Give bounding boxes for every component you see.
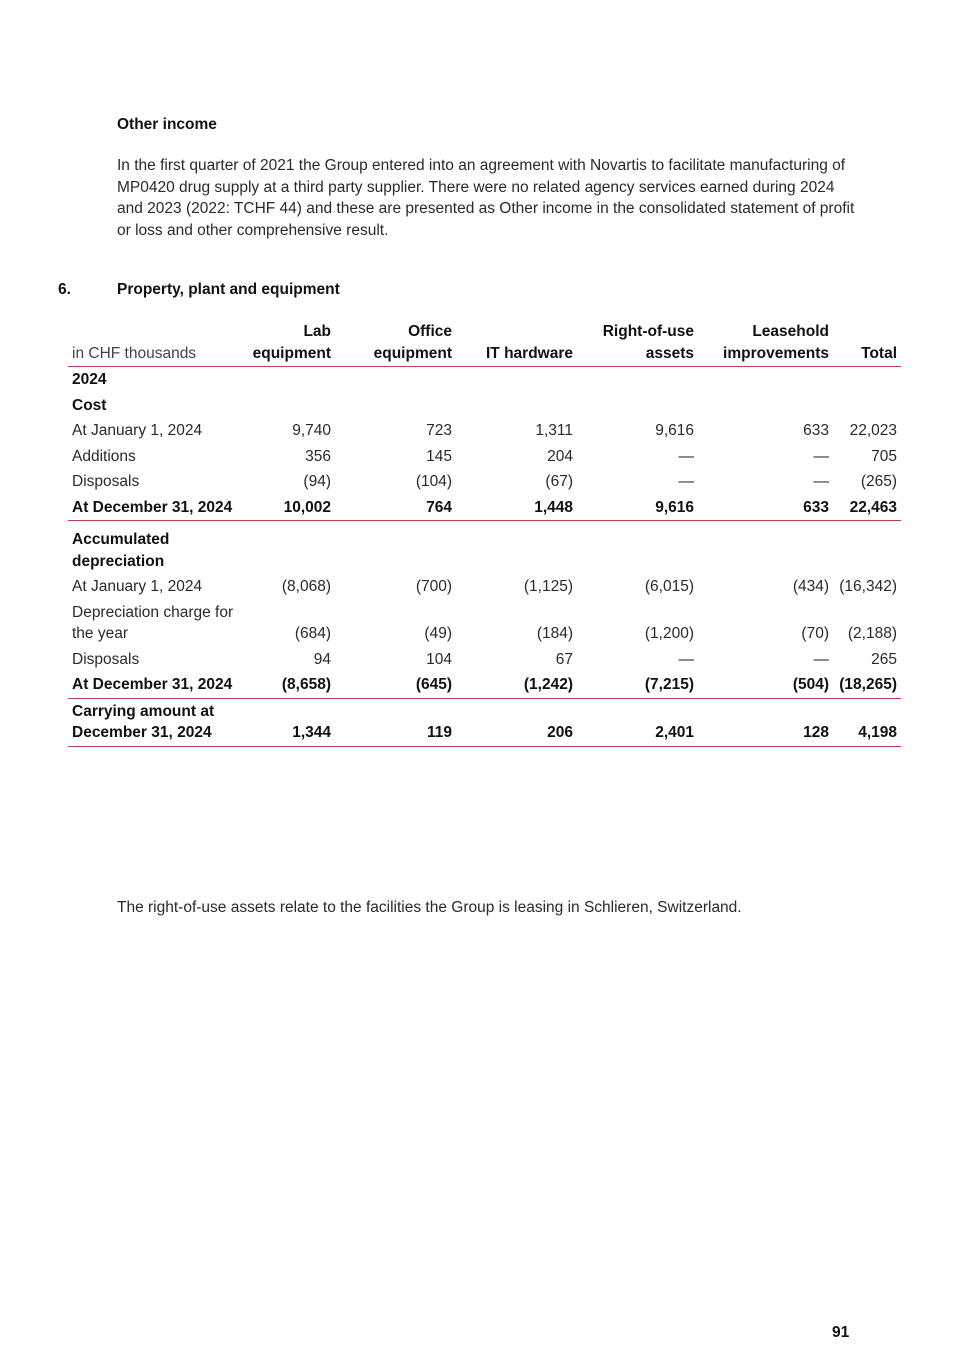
- cell-value: (434): [792, 578, 829, 595]
- cell-value: [238, 367, 335, 393]
- cell-value: (49): [424, 625, 452, 642]
- cell-value: 1,344: [292, 724, 331, 741]
- cell-value: [335, 393, 456, 419]
- col-header-it-hardware: IT hardware: [486, 344, 573, 362]
- row-label: Additions: [72, 447, 136, 465]
- cell-value: (6,015): [644, 578, 694, 595]
- row-label: At December 31, 2024: [72, 676, 233, 693]
- cell-value: —: [678, 473, 694, 490]
- cell-value: (1,200): [644, 625, 694, 642]
- cell-value: (645): [415, 676, 452, 693]
- cell-value: (8,068): [281, 578, 331, 595]
- cell-value: 633: [803, 422, 829, 439]
- cell-value: (684): [294, 625, 331, 642]
- cell-value: (94): [303, 473, 331, 490]
- cell-value: —: [813, 473, 829, 490]
- cell-value: [456, 393, 577, 419]
- cell-value: 204: [547, 447, 573, 465]
- cell-value: 9,616: [655, 422, 694, 439]
- cell-value: [833, 393, 901, 419]
- row-label: Depreciation charge for the year: [72, 603, 234, 642]
- table-row: [68, 574, 901, 600]
- cell-value: 764: [426, 498, 452, 516]
- cell-value: (265): [860, 473, 897, 490]
- cell-value: 67: [555, 650, 573, 668]
- cell-value: (7,215): [644, 676, 694, 693]
- cell-value: 145: [426, 447, 452, 465]
- table-row: [68, 647, 901, 673]
- cell-value: (2,188): [847, 625, 897, 642]
- table-row: [68, 698, 901, 746]
- section-title: Property, plant and equipment: [117, 281, 340, 298]
- cell-value: 206: [547, 724, 573, 741]
- cell-value: (504): [792, 676, 829, 693]
- cell-value: 9,740: [292, 422, 331, 439]
- col-header-total: Total: [861, 344, 897, 362]
- cell-value: (70): [801, 625, 829, 642]
- cell-value: [577, 367, 698, 393]
- cell-value: 4,198: [858, 724, 897, 741]
- cell-value: 9,616: [655, 498, 694, 516]
- table-row: [68, 495, 901, 521]
- cell-value: [833, 521, 901, 575]
- cell-value: 94: [313, 650, 331, 668]
- cell-value: 705: [871, 447, 897, 465]
- footnote: The right-of-use assets relate to the facilities the Group is leasing in Schlieren, Switzerland.: [117, 899, 742, 916]
- cell-value: 633: [803, 498, 829, 516]
- cell-value: (18,265): [839, 676, 897, 693]
- row-label: At December 31, 2024: [72, 498, 233, 516]
- cell-value: 723: [426, 422, 452, 439]
- cell-value: 356: [305, 447, 331, 465]
- cell-value: [698, 521, 833, 575]
- cell-value: [577, 521, 698, 575]
- cell-value: (16,342): [839, 578, 897, 595]
- section-number: 6.: [58, 281, 71, 298]
- unit-label: in CHF thousands: [72, 344, 197, 362]
- row-label: 2024: [72, 371, 107, 388]
- other-income-heading: Other income: [117, 116, 217, 133]
- col-header-right-of-use-assets: Right-of-use assets: [602, 323, 694, 362]
- cell-value: [335, 367, 456, 393]
- table-row: [68, 672, 901, 698]
- col-header-office-equipment: Office equipment: [373, 323, 452, 362]
- table-row: [68, 469, 901, 495]
- page-number: 91: [832, 1324, 850, 1341]
- table-header-row: [68, 321, 901, 367]
- cell-value: 104: [426, 650, 452, 668]
- cell-value: 2,401: [655, 724, 694, 741]
- row-label: Carrying amount at December 31, 2024: [72, 702, 215, 741]
- other-income-paragraph: In the first quarter of 2021 the Group entered into an agreement with Novartis to facilitate manufacturing of MP0420 drug supply at a third party supplier. There were no related agency services earned during 2024 and 2023 (2022: TCHF 44) and these are presented as Other income in the consolidated statement of profit or loss and other comprehensive result.: [117, 157, 855, 239]
- section-heading: [58, 281, 340, 299]
- cell-value: —: [813, 447, 829, 465]
- cell-value: [335, 521, 456, 575]
- cell-value: 22,463: [849, 498, 897, 516]
- cell-value: (1,125): [523, 578, 573, 595]
- row-label: Cost: [72, 396, 107, 414]
- cell-value: [456, 521, 577, 575]
- cell-value: 10,002: [283, 498, 331, 516]
- cell-value: [456, 367, 577, 393]
- col-header-lab-equipment: Lab equipment: [252, 323, 331, 362]
- cell-value: 265: [871, 650, 897, 668]
- cell-value: 1,311: [535, 422, 573, 439]
- cell-value: (700): [415, 578, 452, 595]
- table-row: [68, 393, 901, 419]
- cell-value: (184): [536, 625, 573, 642]
- row-label: Disposals: [72, 473, 140, 490]
- cell-value: [698, 367, 833, 393]
- cell-value: 22,023: [849, 422, 897, 439]
- cell-value: —: [813, 650, 829, 668]
- cell-value: [238, 393, 335, 419]
- cell-value: [698, 393, 833, 419]
- cell-value: (1,242): [523, 676, 573, 693]
- ppe-table: [68, 321, 901, 747]
- table-row: [68, 600, 901, 647]
- table-row: [68, 444, 901, 470]
- cell-value: (8,658): [281, 676, 331, 693]
- cell-value: [238, 521, 335, 575]
- cell-value: 1,448: [534, 498, 573, 516]
- col-header-leasehold-improvements: Leasehold improvements: [723, 323, 829, 362]
- cell-value: [577, 393, 698, 419]
- table-row: [68, 418, 901, 444]
- table-row: [68, 521, 901, 575]
- row-label: Accumulated depreciation: [72, 531, 170, 570]
- cell-value: —: [678, 650, 694, 668]
- cell-value: —: [678, 447, 694, 465]
- row-label: Disposals: [72, 650, 140, 668]
- row-label: At January 1, 2024: [72, 422, 203, 439]
- row-label: At January 1, 2024: [72, 578, 203, 595]
- cell-value: 128: [803, 724, 829, 741]
- table-row: [68, 367, 901, 393]
- cell-value: [833, 367, 901, 393]
- cell-value: 119: [426, 724, 452, 741]
- cell-value: (67): [545, 473, 573, 490]
- cell-value: (104): [415, 473, 452, 490]
